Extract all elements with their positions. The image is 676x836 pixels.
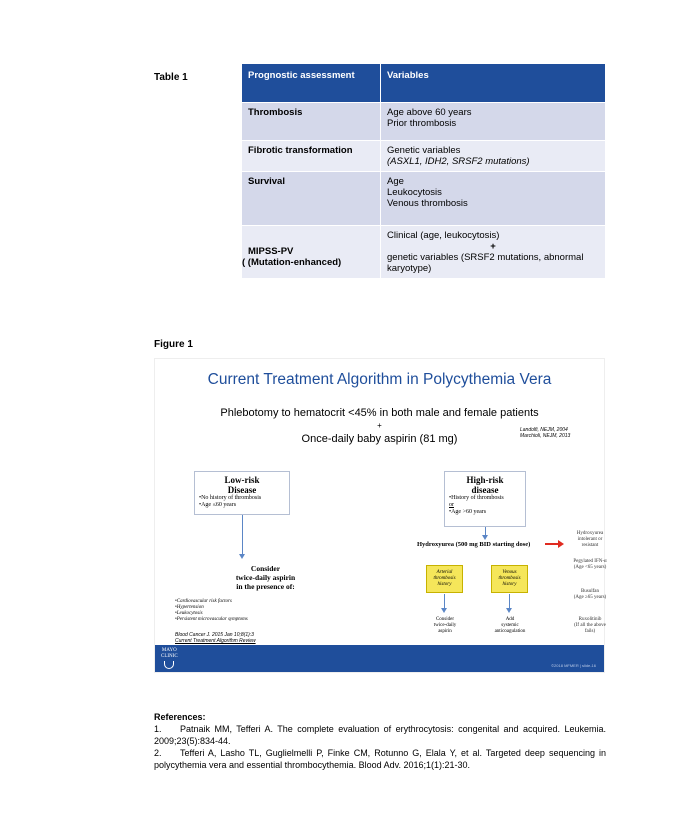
prognostic-table — [241, 63, 606, 279]
citation-top: Landolfi, NEJM, 2004 Marchioli, NEJM, 2013 — [520, 427, 571, 439]
references-heading: References: — [154, 712, 206, 722]
aspirin-text: Once-daily baby aspirin (81 mg) — [301, 433, 458, 445]
low-risk-item: •Age ≤60 years — [199, 502, 237, 508]
table-header-row — [242, 64, 606, 103]
citation-bottom: Blood Cancer J. 2015 Jan 10;8(1):3 Current Treatment Algorithm Review — [175, 632, 256, 644]
reference-item: 1. Patnaik MM, Tefferi A. The complete evaluation of erythrocytosis: congenital and acquired. Leukemia. 2009;23(5):834-44. — [154, 724, 606, 746]
shield-icon — [164, 661, 174, 669]
arrow-low-to-consider — [242, 515, 243, 555]
slide-title: Current Treatment Algorithm in Polycythemia Vera — [207, 371, 552, 388]
slide-id: ©2018 MFMER | slide-16 — [551, 663, 596, 668]
row-assessment: Fibrotic transformation — [242, 141, 381, 172]
consider-bid-aspirin-text: Consider twice-daily aspirin — [433, 617, 457, 634]
arrow-arterial — [444, 594, 445, 609]
figure-label: Figure 1 — [154, 339, 193, 350]
references — [154, 711, 606, 771]
venous-thrombosis-box: Venous thrombosis history — [491, 565, 528, 593]
low-risk-title: Low-risk Disease — [224, 475, 260, 495]
risk-factor-list: •Cardiovascular risk factors •Hypertension •Leukocytosis •Persistent microvascular symptoms — [175, 599, 248, 622]
row-variables: Genetic variables (ASXL1, IDH2, SRSF2 mutations) — [381, 141, 606, 172]
busulfan-text: Busulfan (Age ≥65 years) — [573, 589, 607, 600]
row-variables: Age Leukocytosis Venous thrombosis — [381, 172, 606, 226]
hu-intolerant-text: Hydroxyurea intolerant or resistant — [576, 531, 604, 548]
red-arrow-icon — [545, 543, 559, 545]
high-risk-item: •Age >60 years — [449, 509, 487, 515]
header-prognostic-assessment: Prognostic assessment — [242, 64, 381, 103]
peg-ifn-text: Pegylated IFN-α (Age <65 years) — [573, 559, 607, 570]
header-variables: Variables — [381, 64, 606, 103]
table-row — [242, 172, 606, 226]
slide-footer-bar — [155, 645, 604, 672]
plus-sign: + — [377, 421, 382, 430]
arrowhead-icon — [441, 608, 447, 613]
low-risk-box — [194, 471, 290, 515]
phlebotomy-text: Phlebotomy to hematocrit <45% in both male and female patients — [220, 407, 539, 419]
row-assessment: Thrombosis — [242, 103, 381, 141]
table-label: Table 1 — [154, 72, 188, 83]
table-row — [242, 103, 606, 141]
mayo-clinic-logo: MAYO CLINIC — [161, 648, 178, 669]
low-risk-item: •No history of thrombosis — [199, 495, 262, 501]
treatment-algorithm-slide — [154, 358, 605, 673]
table-row — [242, 226, 606, 279]
arrowhead-icon — [506, 608, 512, 613]
arrowhead-icon — [482, 535, 488, 540]
ruxolitinib-text: Ruxolitinib (If all the above fails) — [574, 617, 606, 634]
hydroxyurea-text: Hydroxyurea (500 mg BID starting dose) — [417, 541, 531, 548]
arterial-thrombosis-box: Arterial thrombosis history — [426, 565, 463, 593]
row-variables: Age above 60 years Prior thrombosis — [381, 103, 606, 141]
consider-aspirin-text: Consider twice-daily aspirin in the presence of: — [235, 564, 296, 591]
arrow-venous — [509, 594, 510, 609]
arrowhead-icon — [239, 554, 245, 559]
row-variables: Clinical (age, leukocytosis) + genetic variables (SRSF2 mutations, abnormal karyotype) — [381, 226, 606, 279]
row-assessment: Survival — [242, 172, 381, 226]
high-risk-box — [444, 471, 526, 527]
add-anticoagulation-text: Add systemic anticoagulation — [494, 617, 526, 634]
table-row — [242, 141, 606, 172]
high-risk-title: High-risk disease — [466, 475, 504, 495]
high-risk-item: •History of thrombosis — [449, 495, 504, 501]
reference-item: 2. Tefferi A, Lasho TL, Guglielmelli P, Finke CM, Rotunno G, Elala Y, et al. Targeted deep sequencing in polycythemia vera and essential thrombocythemia. Blood Adv. 2016;1(1):21-30. — [154, 748, 606, 770]
row-assessment: MIPSS-PV ( (Mutation-enhanced) — [242, 226, 381, 279]
high-risk-item: or — [449, 502, 454, 508]
